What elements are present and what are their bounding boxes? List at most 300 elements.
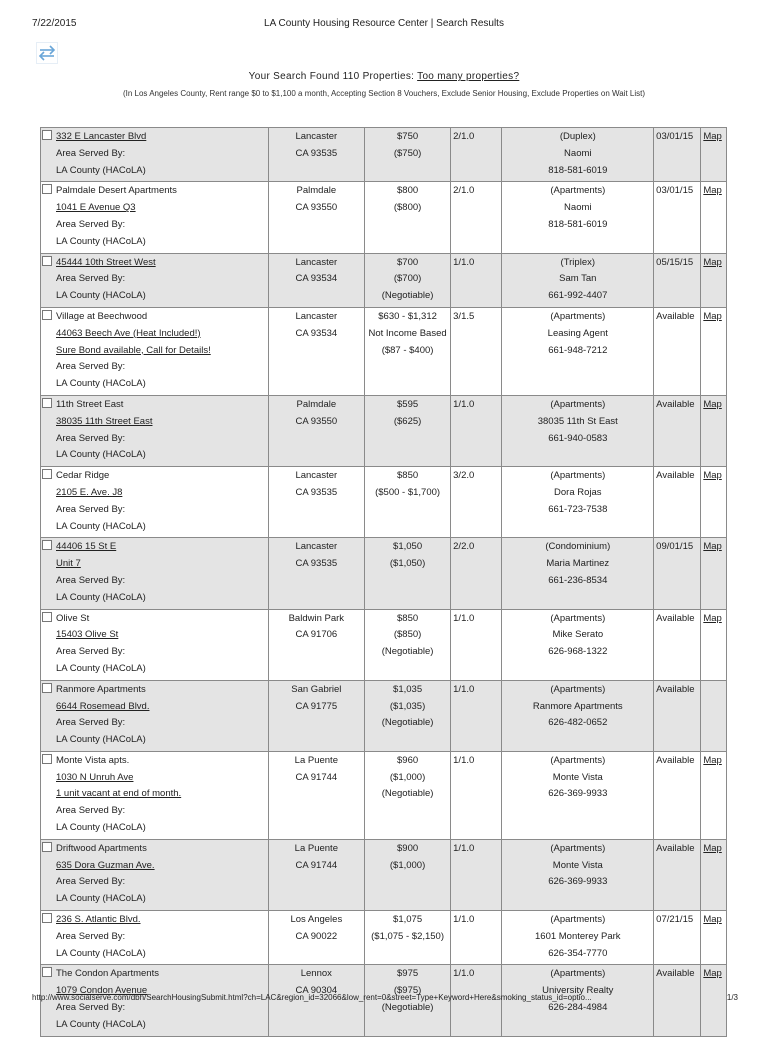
- map-link[interactable]: Map: [703, 131, 722, 142]
- listing-text: LA County (HACoLA): [56, 1018, 146, 1030]
- map-link[interactable]: Map: [703, 842, 722, 854]
- listing-link[interactable]: 45444 10th Street West: [56, 256, 156, 268]
- listing-city-cell: [268, 467, 364, 538]
- listing-text: Area Served By:: [56, 147, 126, 159]
- listing-map-cell: [701, 395, 727, 466]
- listing-city-cell: [268, 128, 364, 182]
- listing-text: Area Served By:: [56, 1002, 126, 1014]
- listing-text: Area Served By:: [56, 805, 126, 817]
- listing-row: [41, 467, 727, 538]
- listing-text: Village at Beechwood: [56, 310, 148, 322]
- map-link[interactable]: Map: [703, 968, 722, 980]
- listing-text: LA County (HACoLA): [56, 893, 146, 905]
- listing-contact-line: Naomi: [564, 202, 592, 214]
- listing-availability-cell: [654, 128, 701, 182]
- listing-rent-line: (Negotiable): [381, 717, 434, 729]
- listing-availability-cell: [654, 680, 701, 751]
- listing-rent-line: $850: [397, 612, 419, 624]
- listing-contact-line: (Apartments): [550, 914, 606, 926]
- map-link[interactable]: Map: [703, 541, 722, 553]
- listing-text: LA County (HACoLA): [56, 947, 146, 959]
- listing-city-cell: [268, 609, 364, 680]
- listing-rent-line: ($750): [393, 147, 422, 159]
- listing-city-cell: [268, 911, 364, 965]
- listing-text: Area Served By:: [56, 574, 126, 586]
- listing-contact-line: 626-284-4984: [548, 1002, 608, 1014]
- listing-name-cell: [41, 182, 269, 253]
- listing-city-line: Lennox: [300, 968, 332, 980]
- listing-availability-cell: [654, 538, 701, 609]
- listing-availability-cell: [654, 609, 701, 680]
- listing-city-line: CA 93535: [295, 558, 338, 570]
- listing-contact-line: 626-369-9933: [548, 876, 608, 888]
- availability-value: Available: [656, 612, 695, 624]
- print-date: 7/22/2015: [32, 18, 77, 29]
- listing-text: Area Served By:: [56, 361, 126, 373]
- listing-city-line: Lancaster: [295, 256, 338, 268]
- listing-link[interactable]: 332 E Lancaster Blvd: [56, 131, 147, 142]
- listing-map-cell: [701, 467, 727, 538]
- listing-link[interactable]: 1079 Condon Avenue: [56, 985, 148, 997]
- listing-name-cell: [41, 609, 269, 680]
- listing-text: Monte Vista apts.: [56, 754, 130, 766]
- select-checkbox[interactable]: [42, 967, 52, 977]
- availability-value: 07/21/15: [656, 914, 694, 926]
- listing-contact-cell: [502, 467, 654, 538]
- availability-value: 09/01/15: [656, 541, 694, 553]
- listing-contact-line: Mike Serato: [552, 629, 604, 641]
- listing-map-cell: [701, 751, 727, 839]
- listing-bed-bath-cell: [451, 911, 502, 965]
- listing-rent-cell: [365, 395, 451, 466]
- listing-contact-line: 626-369-9933: [548, 788, 608, 800]
- listing-contact-cell: [502, 538, 654, 609]
- listing-rent-line: ($1,000): [389, 771, 426, 783]
- listing-text: 11th Street East: [56, 398, 124, 410]
- listing-rent-line: $975: [397, 968, 419, 980]
- listing-map-cell: [701, 538, 727, 609]
- select-checkbox[interactable]: [42, 754, 52, 764]
- listing-contact-line: (Apartments): [550, 185, 606, 197]
- listing-row: [41, 182, 727, 253]
- search-summary: [0, 71, 768, 82]
- listing-contact-line: Leasing Agent: [547, 327, 608, 339]
- listing-city-line: CA 91706: [295, 629, 338, 641]
- bed-bath-value: 1/1.0: [453, 398, 475, 410]
- listing-city-line: La Puente: [294, 754, 338, 766]
- listing-rent-cell: [365, 307, 451, 395]
- select-checkbox[interactable]: [42, 612, 52, 622]
- listing-rent-line: ($700): [393, 273, 422, 285]
- listing-city-line: Palmdale: [296, 185, 337, 197]
- availability-value: Available: [656, 754, 695, 766]
- listing-map-cell: [701, 680, 727, 751]
- bed-bath-value: 1/1.0: [453, 842, 475, 854]
- select-checkbox[interactable]: [42, 310, 52, 320]
- listing-city-line: CA 91744: [295, 771, 338, 783]
- select-checkbox[interactable]: [42, 842, 52, 852]
- listing-map-cell: [701, 839, 727, 910]
- listing-city-line: Lancaster: [295, 310, 338, 322]
- listing-bed-bath-cell: [451, 538, 502, 609]
- listing-text: LA County (HACoLA): [56, 290, 146, 302]
- listing-rent-line: ($500 - $1,700): [375, 486, 441, 498]
- swap-arrows-icon[interactable]: [36, 42, 58, 64]
- listing-rent-line: ($850): [393, 629, 422, 641]
- availability-value: Available: [656, 398, 695, 410]
- availability-value: 05/15/15: [656, 256, 694, 268]
- listing-contact-line: Sam Tan: [559, 273, 597, 285]
- select-checkbox[interactable]: [42, 398, 52, 408]
- listing-city-line: Los Angeles: [290, 914, 343, 926]
- listing-rent-line: ($975): [393, 985, 422, 997]
- listing-contact-line: 626-354-7770: [548, 947, 608, 959]
- listing-contact-line: (Triplex): [560, 256, 596, 268]
- listing-contact-line: 818-581-6019: [548, 164, 608, 176]
- bed-bath-value: 1/1.0: [453, 612, 475, 624]
- listing-rent-line: $1,035: [393, 683, 423, 695]
- listing-bed-bath-cell: [451, 680, 502, 751]
- listing-city-line: CA 91775: [295, 700, 338, 712]
- listing-rent-cell: [365, 751, 451, 839]
- map-link[interactable]: Map: [703, 398, 722, 410]
- listing-rent-line: (Negotiable): [381, 646, 434, 658]
- listing-contact-line: (Apartments): [550, 310, 606, 322]
- listing-contact-line: University Realty: [542, 985, 614, 997]
- listing-contact-line: (Apartments): [550, 470, 606, 482]
- select-checkbox[interactable]: [42, 256, 52, 266]
- map-link[interactable]: Map: [703, 185, 722, 197]
- listing-row: [41, 538, 727, 609]
- listing-text: Olive St: [56, 612, 90, 624]
- listing-availability-cell: [654, 839, 701, 910]
- listing-contact-line: (Apartments): [550, 754, 606, 766]
- availability-value: Available: [656, 968, 695, 980]
- listing-text: Area Served By:: [56, 646, 126, 658]
- listing-name-cell: [41, 751, 269, 839]
- listing-bed-bath-cell: [451, 467, 502, 538]
- listing-text: Area Served By:: [56, 273, 126, 285]
- listing-contact-line: (Apartments): [550, 398, 606, 410]
- select-checkbox[interactable]: [42, 540, 52, 550]
- listing-link[interactable]: 38035 11th Street East: [56, 415, 153, 427]
- listing-contact-line: 661-940-0583: [548, 432, 608, 444]
- listing-availability-cell: [654, 182, 701, 253]
- listing-text: LA County (HACoLA): [56, 164, 146, 176]
- listing-rent-line: ($87 - $400): [381, 344, 434, 356]
- listing-city-cell: [268, 395, 364, 466]
- search-criteria: (In Los Angeles County, Rent range $0 to $1,100 a month, Accepting Section 8 Vouchers, Exclude Senior Housing, Exclude Properties on Wait List): [122, 89, 646, 98]
- listing-rent-line: (Negotiable): [381, 788, 434, 800]
- listing-city-line: CA 93534: [295, 327, 338, 339]
- listing-city-line: San Gabriel: [291, 683, 342, 695]
- select-checkbox[interactable]: [42, 469, 52, 479]
- listing-row: [41, 751, 727, 839]
- listing-contact-line: Dora Rojas: [554, 486, 602, 498]
- select-checkbox[interactable]: [42, 913, 52, 923]
- listing-rent-cell: [365, 911, 451, 965]
- listing-contact-cell: [502, 751, 654, 839]
- listing-contact-cell: [502, 128, 654, 182]
- listing-rent-line: $800: [397, 185, 419, 197]
- listing-rent-cell: [365, 609, 451, 680]
- listing-link[interactable]: 44063 Beech Ave (Heat Included!): [56, 327, 201, 339]
- listing-link[interactable]: 15403 Olive St: [56, 629, 119, 641]
- listing-rent-line: ($625): [393, 415, 422, 427]
- listing-city-cell: [268, 253, 364, 307]
- listing-text: Area Served By:: [56, 503, 126, 515]
- listing-city-line: CA 93550: [295, 415, 338, 427]
- listing-link[interactable]: 236 S. Atlantic Blvd.: [56, 914, 141, 926]
- listing-bed-bath-cell: [451, 182, 502, 253]
- listing-city-line: CA 93534: [295, 273, 338, 285]
- listing-map-cell: [701, 307, 727, 395]
- listing-row: [41, 128, 727, 182]
- listing-name-cell: [41, 839, 269, 910]
- too-many-properties-link[interactable]: Too many properties?: [417, 71, 520, 82]
- listing-rent-cell: [365, 839, 451, 910]
- page-title: LA County Housing Resource Center | Search Results: [264, 18, 504, 29]
- listing-rent-cell: [365, 680, 451, 751]
- listing-contact-cell: [502, 609, 654, 680]
- listing-city-line: CA 91744: [295, 859, 338, 871]
- listing-bed-bath-cell: [451, 395, 502, 466]
- listing-name-cell: [41, 253, 269, 307]
- listing-contact-line: (Apartments): [550, 612, 606, 624]
- listing-contact-line: 38035 11th St East: [537, 415, 618, 427]
- listing-bed-bath-cell: [451, 839, 502, 910]
- listing-city-line: Palmdale: [296, 398, 337, 410]
- listing-bed-bath-cell: [451, 253, 502, 307]
- listing-text: LA County (HACoLA): [56, 734, 146, 746]
- listing-rent-line: $1,075: [393, 914, 423, 926]
- listing-link[interactable]: Unit 7: [56, 558, 81, 570]
- listing-contact-cell: [502, 839, 654, 910]
- listing-contact-cell: [502, 253, 654, 307]
- listing-rent-cell: [365, 182, 451, 253]
- listing-rent-line: $595: [397, 398, 419, 410]
- listing-text: LA County (HACoLA): [56, 235, 146, 247]
- listing-text: The Condon Apartments: [56, 968, 159, 980]
- listing-rent-line: (Negotiable): [381, 1002, 434, 1014]
- listing-rent-line: $700: [397, 256, 419, 268]
- listing-text: Area Served By:: [56, 930, 126, 942]
- bed-bath-value: 1/1.0: [453, 754, 475, 766]
- listing-contact-line: 1601 Monterey Park: [535, 930, 621, 942]
- listing-text: Area Served By:: [56, 876, 126, 888]
- bed-bath-value: 2/1.0: [453, 131, 475, 142]
- listing-availability-cell: [654, 307, 701, 395]
- listing-name-cell: [41, 467, 269, 538]
- listing-rent-line: ($1,035): [389, 700, 426, 712]
- listing-bed-bath-cell: [451, 307, 502, 395]
- listing-name-cell: [41, 395, 269, 466]
- listing-text: Area Served By:: [56, 218, 126, 230]
- map-link[interactable]: Map: [703, 914, 722, 926]
- map-link[interactable]: Map: [703, 754, 722, 766]
- listing-name-cell: [41, 680, 269, 751]
- listing-rent-line: $750: [397, 131, 419, 142]
- listing-name-cell: [41, 538, 269, 609]
- bed-bath-value: 3/2.0: [453, 470, 475, 482]
- listing-map-cell: [701, 253, 727, 307]
- listing-city-line: CA 93535: [295, 147, 338, 159]
- listing-map-cell: [701, 609, 727, 680]
- listing-rent-line: Not Income Based: [368, 327, 447, 339]
- listing-text: LA County (HACoLA): [56, 520, 146, 532]
- availability-value: Available: [656, 310, 695, 322]
- availability-value: 03/01/15: [656, 185, 694, 197]
- listing-text: LA County (HACoLA): [56, 662, 146, 674]
- listing-city-cell: [268, 680, 364, 751]
- listing-city-line: CA 90022: [295, 930, 338, 942]
- listing-rent-line: ($1,075 - $2,150): [371, 930, 445, 942]
- listing-city-cell: [268, 307, 364, 395]
- availability-value: Available: [656, 683, 695, 695]
- availability-value: 03/01/15: [656, 131, 694, 142]
- listing-city-line: Lancaster: [295, 541, 338, 553]
- result-count-text: Your Search Found 110 Properties:: [248, 71, 415, 82]
- listing-availability-cell: [654, 253, 701, 307]
- listing-link[interactable]: Sure Bond available, Call for Details!: [56, 344, 211, 356]
- listing-rent-line: $850: [397, 470, 419, 482]
- bed-bath-value: 1/1.0: [453, 256, 475, 268]
- listing-contact-line: Monte Vista: [552, 771, 603, 783]
- listing-city-line: Lancaster: [295, 131, 338, 142]
- listing-rent-cell: [365, 128, 451, 182]
- listing-city-line: Lancaster: [295, 470, 338, 482]
- listing-contact-line: (Apartments): [550, 842, 606, 854]
- listing-link[interactable]: 1041 E Avenue Q3: [56, 202, 136, 214]
- listing-contact-line: 661-992-4407: [548, 290, 608, 302]
- listing-text: LA County (HACoLA): [56, 591, 146, 603]
- availability-value: Available: [656, 842, 695, 854]
- listing-contact-cell: [502, 307, 654, 395]
- listing-map-cell: [701, 128, 727, 182]
- listing-row: [41, 680, 727, 751]
- page-url: http://www.socialserve.com/dbh/SearchHousingSubmit.html?ch=LAC&region_id=32066&low_rent=0&street=Type+Keyword+Here&smoking_status_id=optio...: [32, 993, 592, 1002]
- listing-text: Ranmore Apartments: [56, 683, 146, 695]
- listing-rent-cell: [365, 467, 451, 538]
- listing-row: [41, 839, 727, 910]
- page-number: 1/3: [726, 993, 738, 1002]
- listing-city-cell: [268, 182, 364, 253]
- listing-contact-cell: [502, 182, 654, 253]
- print-footer: [32, 993, 738, 1007]
- select-checkbox[interactable]: [42, 130, 52, 140]
- listing-map-cell: [701, 911, 727, 965]
- listing-bed-bath-cell: [451, 609, 502, 680]
- listing-text: LA County (HACoLA): [56, 449, 146, 461]
- listing-contact-line: (Condominium): [545, 541, 611, 553]
- listing-city-cell: [268, 538, 364, 609]
- listing-contact-line: Naomi: [564, 147, 592, 159]
- listing-contact-line: 818-581-6019: [548, 218, 608, 230]
- listing-availability-cell: [654, 751, 701, 839]
- listing-availability-cell: [654, 911, 701, 965]
- listing-city-line: La Puente: [294, 842, 338, 854]
- listing-rent-cell: [365, 538, 451, 609]
- listing-rent-line: $960: [397, 754, 419, 766]
- bed-bath-value: 1/1.0: [453, 683, 475, 695]
- listing-contact-line: Ranmore Apartments: [532, 700, 623, 712]
- listing-contact-cell: [502, 395, 654, 466]
- listing-row: [41, 253, 727, 307]
- listing-city-line: CA 90304: [295, 985, 338, 997]
- listing-text: LA County (HACoLA): [56, 378, 146, 390]
- map-link[interactable]: Map: [703, 256, 722, 268]
- listing-contact-line: 661-236-8534: [548, 574, 608, 586]
- select-checkbox[interactable]: [42, 683, 52, 693]
- listing-bed-bath-cell: [451, 751, 502, 839]
- map-link[interactable]: Map: [703, 310, 722, 322]
- listing-city-line: CA 93535: [295, 486, 338, 498]
- listing-rent-line: ($1,000): [389, 859, 426, 871]
- listing-contact-line: (Apartments): [550, 968, 606, 980]
- bed-bath-value: 2/1.0: [453, 185, 475, 197]
- listing-contact-line: 661-723-7538: [548, 503, 608, 515]
- map-link[interactable]: Map: [703, 470, 722, 482]
- listing-text: Palmdale Desert Apartments: [56, 185, 177, 197]
- listing-contact-cell: [502, 680, 654, 751]
- listing-link[interactable]: 635 Dora Guzman Ave.: [56, 859, 155, 871]
- listing-contact-line: Maria Martinez: [546, 558, 610, 570]
- listing-name-cell: [41, 307, 269, 395]
- bed-bath-value: 2/2.0: [453, 541, 475, 553]
- listing-map-cell: [701, 182, 727, 253]
- listing-link[interactable]: 6644 Rosemead Blvd.: [56, 700, 150, 712]
- listing-contact-line: (Duplex): [559, 131, 596, 142]
- listing-text: Area Served By:: [56, 432, 126, 444]
- listing-contact-line: (Apartments): [550, 683, 606, 695]
- listing-link[interactable]: 1030 N Unruh Ave: [56, 771, 134, 783]
- results-table: [40, 127, 727, 1037]
- listing-availability-cell: [654, 395, 701, 466]
- listing-rent-line: ($1,050): [389, 558, 426, 570]
- listing-rent-line: $630 - $1,312: [378, 310, 437, 322]
- listing-rent-line: ($800): [393, 202, 422, 214]
- listing-row: [41, 609, 727, 680]
- bed-bath-value: 1/1.0: [453, 914, 475, 926]
- listing-text: Area Served By:: [56, 717, 126, 729]
- bed-bath-value: 3/1.5: [453, 310, 475, 322]
- listing-contact-line: 626-482-0652: [548, 717, 608, 729]
- listing-link[interactable]: 2105 E. Ave. J8: [56, 486, 123, 498]
- availability-value: Available: [656, 470, 695, 482]
- listing-city-cell: [268, 751, 364, 839]
- listing-bed-bath-cell: [451, 128, 502, 182]
- listing-rent-line: $900: [397, 842, 419, 854]
- listing-text: LA County (HACoLA): [56, 822, 146, 834]
- listing-row: [41, 307, 727, 395]
- print-header: [0, 18, 768, 32]
- listing-availability-cell: [654, 467, 701, 538]
- listing-contact-line: 661-948-7212: [548, 344, 608, 356]
- listing-text: Cedar Ridge: [56, 470, 110, 482]
- listing-rent-line: $1,050: [393, 541, 423, 553]
- listing-city-cell: [268, 839, 364, 910]
- listing-row: [41, 395, 727, 466]
- select-checkbox[interactable]: [42, 184, 52, 194]
- map-link[interactable]: Map: [703, 612, 722, 624]
- listing-rent-cell: [365, 253, 451, 307]
- listing-text: Driftwood Apartments: [56, 842, 147, 854]
- listing-name-cell: [41, 128, 269, 182]
- listing-link[interactable]: 44406 15 St E: [56, 541, 117, 553]
- listing-link[interactable]: 1 unit vacant at end of month.: [56, 788, 182, 800]
- listing-row: [41, 911, 727, 965]
- listing-city-line: Baldwin Park: [288, 612, 345, 624]
